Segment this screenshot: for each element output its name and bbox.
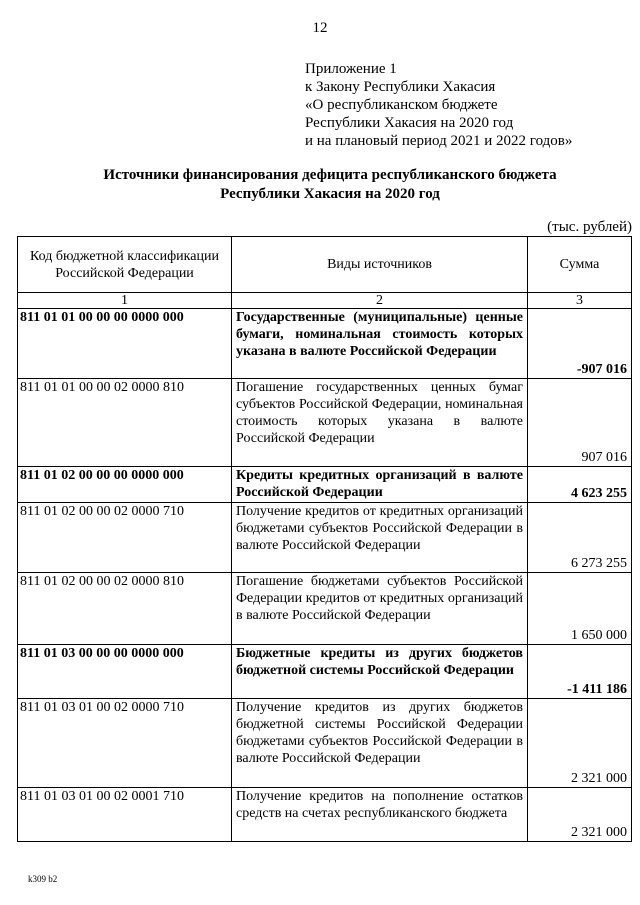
row-code: 811 01 02 00 00 00 0000 000: [18, 467, 232, 503]
table-row: [18, 379, 632, 467]
row-code: 811 01 03 01 00 02 0001 710: [18, 788, 232, 842]
row-code: 811 01 02 00 00 02 0000 710: [18, 503, 232, 573]
appendix-line: «О республиканском бюджете: [305, 97, 498, 113]
row-sum: 4 623 255: [528, 467, 632, 503]
appendix-line: Республики Хакасия на 2020 год: [305, 115, 514, 131]
table-row: [18, 309, 632, 379]
document-title-line: Источники финансирования дефицита республиканского бюджета: [103, 167, 557, 183]
appendix-line: к Закону Республики Хакасия: [305, 79, 496, 95]
appendix-line: и на плановый период 2021 и 2022 годов»: [305, 133, 573, 149]
header-sum: Сумма: [528, 237, 632, 293]
row-code: 811 01 01 00 00 02 0000 810: [18, 379, 232, 467]
column-number: 3: [528, 293, 632, 309]
row-code: 811 01 01 00 00 00 0000 000: [18, 309, 232, 379]
row-name: Погашение государственных ценных бумаг субъектов Российской Федерации, номинальная стоимость которых указана в валюте Российской Федерации: [232, 379, 528, 467]
row-name: Кредиты кредитных организаций в валюте Российской Федерации: [232, 467, 528, 503]
table-row: [18, 573, 632, 645]
financing-sources-table: [17, 236, 632, 842]
column-number: 1: [18, 293, 232, 309]
header-code: Код бюджетной классификации Российской Федерации: [18, 237, 232, 293]
footer-code: k309 b2: [28, 874, 58, 884]
row-code: 811 01 02 00 00 02 0000 810: [18, 573, 232, 645]
row-sum: -907 016: [528, 309, 632, 379]
page-number: 12: [312, 20, 328, 36]
header-name: Виды источников: [232, 237, 528, 293]
row-code: 811 01 03 00 00 00 0000 000: [18, 645, 232, 699]
row-name: Получение кредитов из других бюджетов бюджетной системы Российской Федерации бюджетами субъектов Российской Федерации в валюте Российской Федерации: [232, 699, 528, 788]
row-name: Получение кредитов от кредитных организаций бюджетами субъектов Российской Федерации в валюте Российской Федерации: [232, 503, 528, 573]
appendix-line: Приложение 1: [305, 61, 397, 77]
table-row: [18, 467, 632, 503]
row-sum: 2 321 000: [528, 699, 632, 788]
appendix-header: [305, 60, 572, 150]
document-title: [20, 166, 640, 204]
table-row: [18, 645, 632, 699]
table-row: [18, 788, 632, 842]
table-row: [18, 699, 632, 788]
row-name: Погашение бюджетами субъектов Российской Федерации кредитов от кредитных организаций в валюте Российской Федерации: [232, 573, 528, 645]
document-title-line: Республики Хакасия на 2020 год: [220, 186, 440, 202]
column-number-row: [18, 293, 632, 309]
row-name: Бюджетные кредиты из других бюджетов бюджетной системы Российской Федерации: [232, 645, 528, 699]
row-sum: 2 321 000: [528, 788, 632, 842]
row-sum: 1 650 000: [528, 573, 632, 645]
row-name: Государственные (муниципальные) ценные бумаги, номинальная стоимость которых указана в валюте Российской Федерации: [232, 309, 528, 379]
row-sum: 6 273 255: [528, 503, 632, 573]
column-number: 2: [232, 293, 528, 309]
row-sum: 907 016: [528, 379, 632, 467]
table-row: [18, 503, 632, 573]
row-name: Получение кредитов на пополнение остатков средств на счетах республиканского бюджета: [232, 788, 528, 842]
row-code: 811 01 03 01 00 02 0000 710: [18, 699, 232, 788]
units-label: (тыс. рублей): [547, 219, 632, 235]
row-sum: -1 411 186: [528, 645, 632, 699]
table-header-row: [18, 237, 632, 293]
